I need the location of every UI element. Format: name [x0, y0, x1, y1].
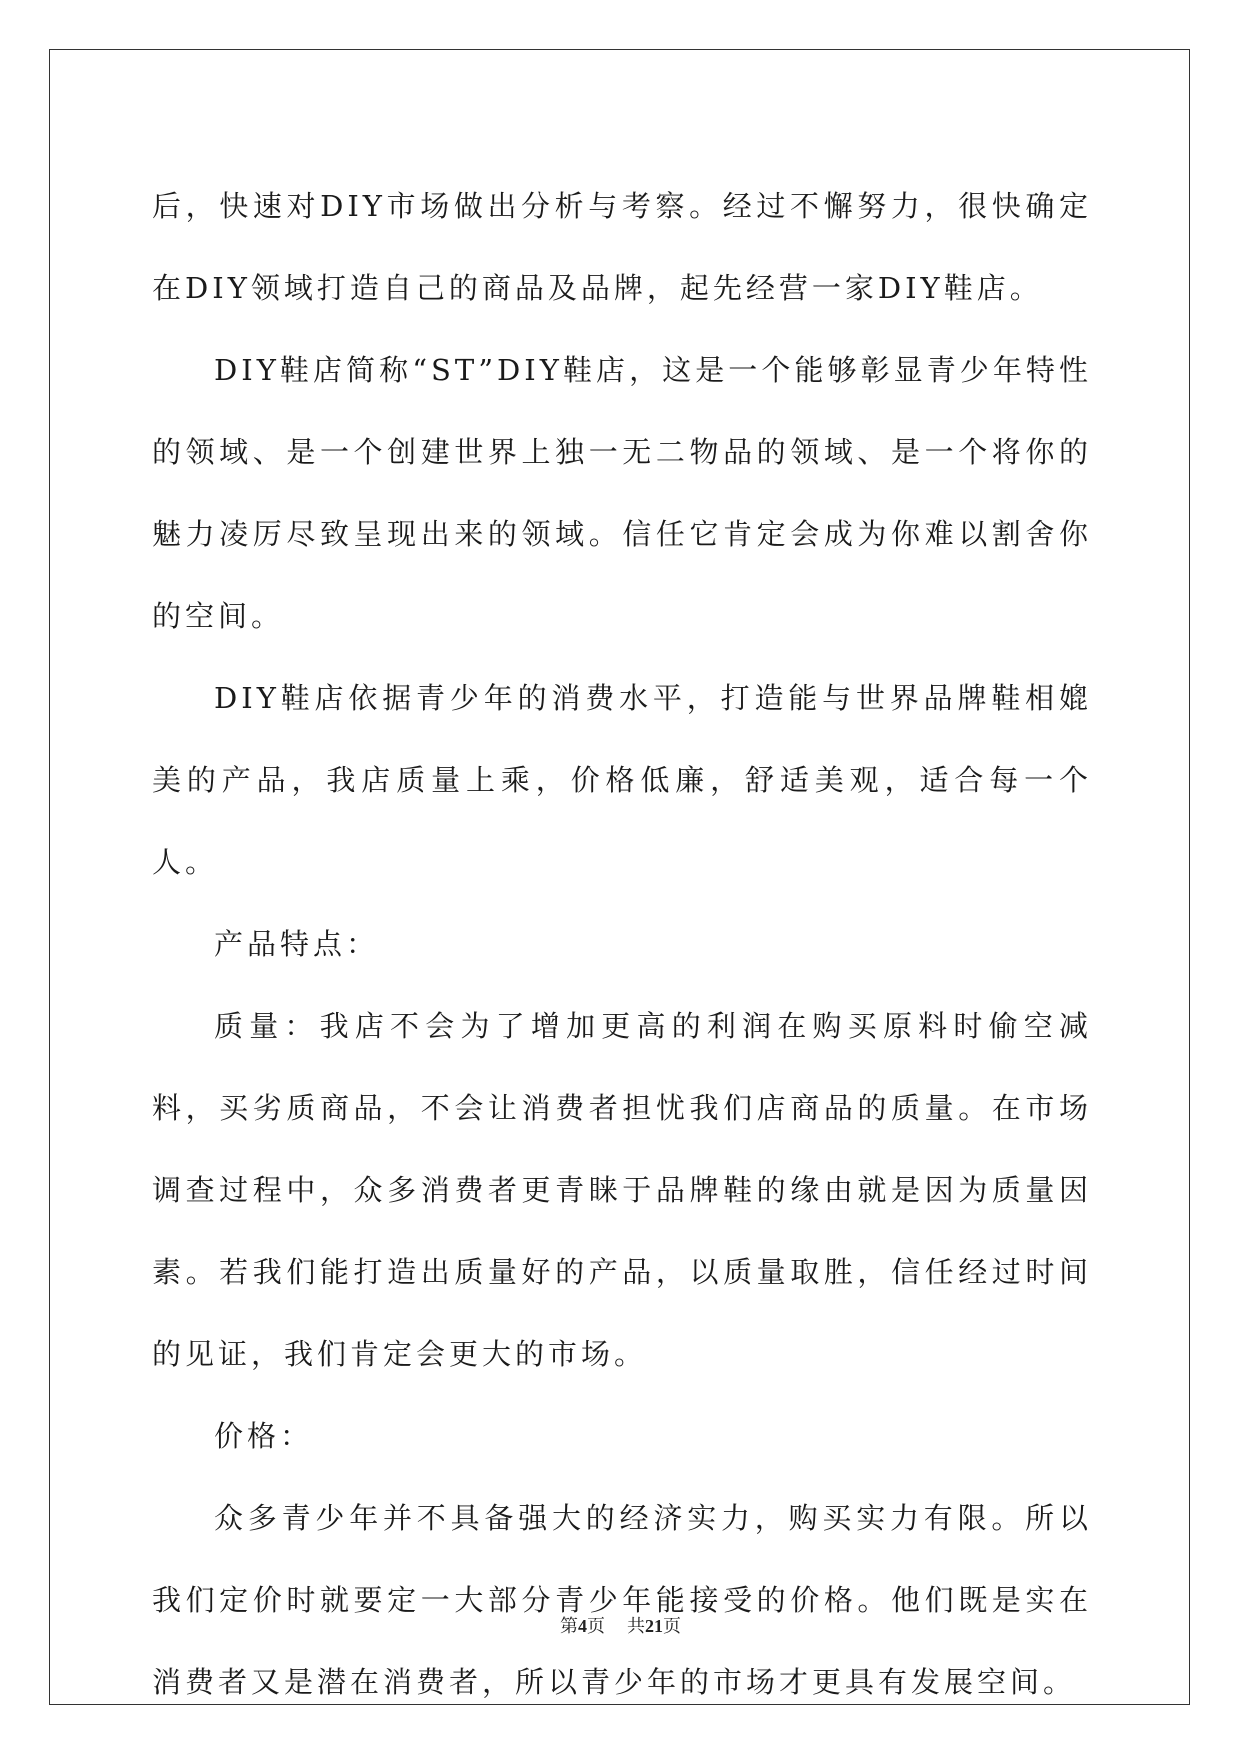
paragraph-quality: 质量：我店不会为了增加更高的利润在购买原料时偷空减料，买劣质商品，不会让消费者担忧我们店商品的质量。在市场调查过程中，众多消费者更青睐于品牌鞋的缘由就是因为质量因素。若我们能打造出质量好的产品，以质量取胜，信任经过时间的见证，我们肯定会更大的市场。 — [152, 1009, 1092, 1371]
footer-current-page: 4 — [578, 1616, 587, 1636]
heading-price: 价格： — [214, 1419, 314, 1453]
paragraph-continued: 后，快速对DIY市场做出分析与考察。经过不懈努力，很快确定在DIY领域打造自己的商品及品牌，起先经营一家DIY鞋店。 — [152, 189, 1092, 305]
footer-total-suffix: 页 — [663, 1616, 681, 1636]
paragraph-price: 众多青少年并不具备强大的经济实力，购买实力有限。所以我们定价时就要定一大部分青少年能接受的价格。他们既是实在消费者又是潜在消费者，所以青少年的市场才更具有发展空间。 — [152, 1501, 1092, 1699]
heading-product-features: 产品特点： — [214, 927, 380, 961]
document-body — [152, 165, 1092, 1723]
footer-total-pages: 21 — [645, 1616, 663, 1636]
footer-total-prefix: 共 — [627, 1616, 645, 1636]
page-footer — [0, 1612, 1241, 1638]
footer-page-suffix: 页 — [587, 1616, 605, 1636]
paragraph-store-positioning: DIY鞋店依据青少年的消费水平，打造能与世界品牌鞋相媲美的产品，我店质量上乘，价格低廉，舒适美观，适合每一个人。 — [152, 681, 1092, 879]
footer-prefix: 第 — [560, 1616, 578, 1636]
paragraph-store-intro: DIY鞋店简称“ST”DIY鞋店，这是一个能够彰显青少年特性的领域、是一个创建世界上独一无二物品的领域、是一个将你的魅力凌厉尽致呈现出来的领域。信任它肯定会成为你难以割舍你的空间。 — [152, 353, 1092, 633]
